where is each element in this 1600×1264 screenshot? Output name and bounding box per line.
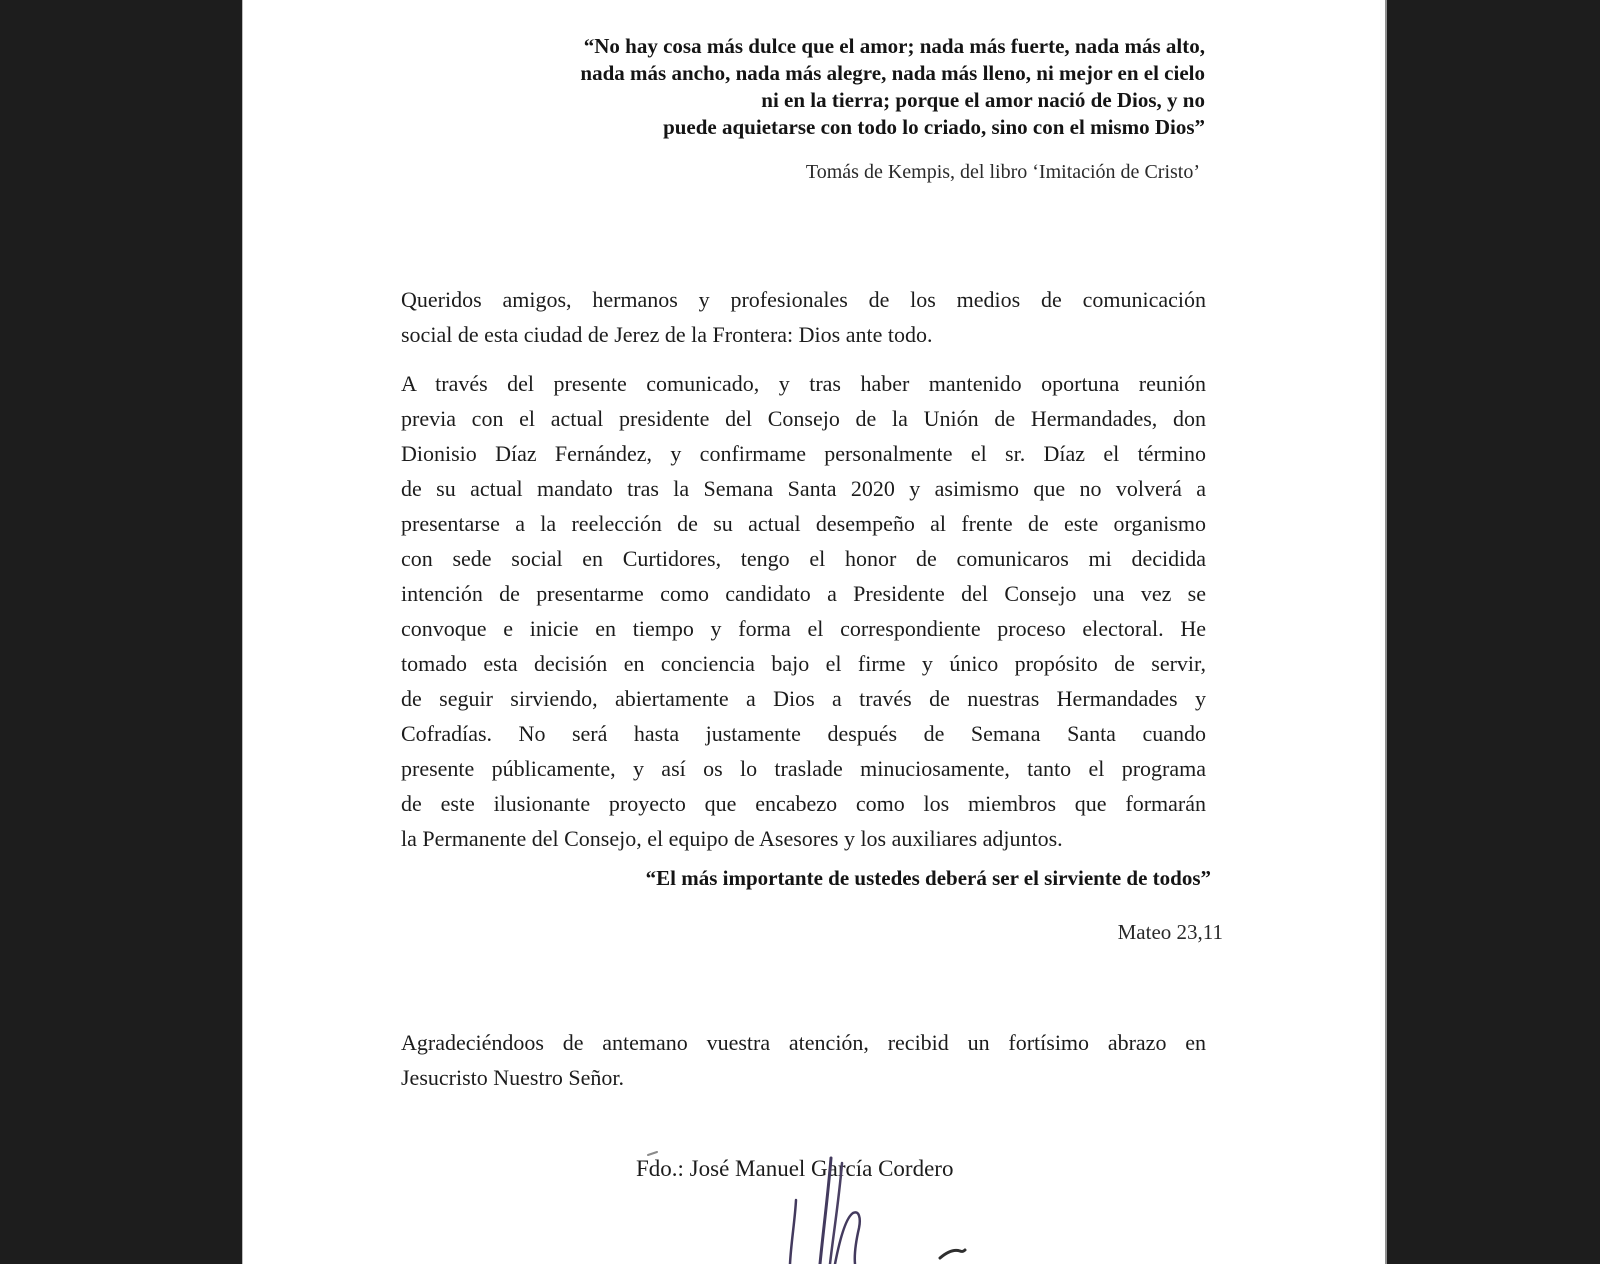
handwritten-signature: [623, 1125, 1023, 1264]
body-line: Cofradías. No será hasta justamente después de Semana Santa cuando: [401, 721, 1206, 746]
body-line: Queridos amigos, hermanos y profesionales de los medios de comunicación: [401, 287, 1206, 312]
opening-quote-attribution: Tomás de Kempis, del libro ‘Imitación de Cristo’: [805, 161, 1200, 183]
body-line: intención de presentarme como candidato a Presidente del Consejo una vez se: [401, 581, 1206, 606]
body-line: de este ilusionante proyecto que encabezo como los miembros que formarán: [401, 791, 1206, 816]
paragraph-greeting: [401, 282, 1206, 352]
body-line: Agradeciéndoos de antemano vuestra atención, recibid un fortísimo abrazo en: [401, 1030, 1206, 1055]
pen-tick-mark: [648, 1152, 657, 1155]
paragraph-closing: [401, 1025, 1206, 1095]
body-line: social de esta ciudad de Jerez de la Frontera: Dios ante todo.: [401, 322, 933, 347]
body-line: A través del presente comunicado, y tras haber mantenido oportuna reunión: [401, 371, 1206, 396]
paragraph-announcement: [401, 366, 1206, 856]
opening-quote-line: puede aquietarse con todo lo criado, sino con el mismo Dios”: [663, 115, 1205, 139]
signature-flourish: [940, 1250, 965, 1258]
scripture-attribution: Mateo 23,11: [1117, 920, 1223, 944]
signature-name-label: Fdo.: José Manuel García Cordero: [636, 1156, 954, 1181]
body-line: presente públicamente, y así os lo traslade minuciosamente, tanto el programa: [401, 756, 1206, 781]
scripture-quote: “El más importante de ustedes deberá ser el sirviente de todos”: [645, 866, 1211, 890]
body-line: previa con el actual presidente del Consejo de la Unión de Hermandades, don: [401, 406, 1206, 431]
body-line: convoque e inicie en tiempo y forma el correspondiente proceso electoral. He: [401, 616, 1206, 641]
opening-quote-line: nada más ancho, nada más alegre, nada más lleno, ni mejor en el cielo: [580, 61, 1205, 85]
body-line: Dionisio Díaz Fernández, y confirmame personalmente el sr. Díaz el término: [401, 441, 1206, 466]
body-line: la Permanente del Consejo, el equipo de Asesores y los auxiliares adjuntos.: [401, 826, 1063, 851]
body-line: presentarse a la reelección de su actual desempeño al frente de este organismo: [401, 511, 1206, 536]
opening-quote: [580, 33, 1205, 141]
right-black-bar: [1387, 0, 1600, 1264]
body-line: con sede social en Curtidores, tengo el honor de comunicaros mi decidida: [401, 546, 1206, 571]
body-line: de su actual mandato tras la Semana Santa 2020 y asimismo que no volverá a: [401, 476, 1206, 501]
opening-quote-line: ni en la tierra; porque el amor nació de Dios, y no: [761, 88, 1205, 112]
body-line: tomado esta decisión en conciencia bajo el firme y único propósito de servir,: [401, 651, 1206, 676]
body-line: Jesucristo Nuestro Señor.: [401, 1065, 625, 1090]
left-black-bar: [0, 0, 242, 1264]
letter-page: [242, 0, 1387, 1264]
body-line: de seguir sirviendo, abiertamente a Dios a través de nuestras Hermandades y: [401, 686, 1206, 711]
opening-quote-line: “No hay cosa más dulce que el amor; nada más fuerte, nada más alto,: [583, 34, 1205, 58]
